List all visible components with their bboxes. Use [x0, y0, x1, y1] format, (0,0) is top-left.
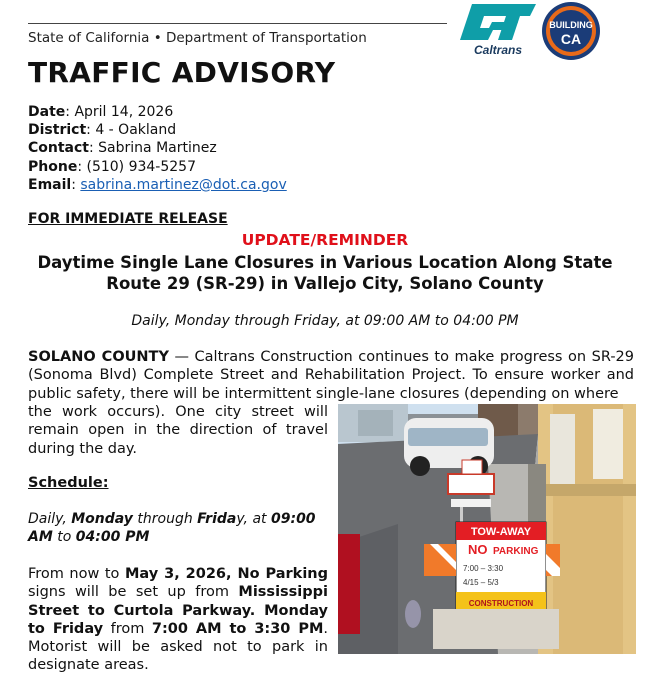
notice-t4: Mississippi Street to Curtola Parkway. Monday to Friday — [28, 584, 328, 637]
sign-parking: PARKING — [493, 546, 539, 557]
district-value: 4 - Oakland — [95, 122, 177, 139]
daily-schedule-line: Daily, Monday through Friday, at 09:00 AM to 04:00 PM — [131, 313, 519, 329]
street-photo — [338, 404, 636, 654]
email-row: Email: sabrina.martinez@dot.ca.gov — [28, 176, 287, 193]
body-paragraph-cont: the work occurs). One city street will remain open in the direction of travel during the day. — [28, 404, 328, 457]
sign-date: 4/15 – 5/3 — [463, 578, 499, 587]
schedule-heading: Schedule: — [28, 475, 109, 491]
notice-t7: . Motorist will be asked not to park in designate areas. — [28, 620, 328, 674]
sched-t4: Frida — [197, 511, 237, 527]
sched-t6: 09:00 AM — [28, 511, 316, 546]
building-text: BUILDING — [549, 20, 593, 30]
sched-t7: to — [52, 529, 76, 546]
release-label: FOR IMMEDIATE RELEASE — [28, 211, 228, 227]
sched-t3: through — [132, 511, 198, 527]
sign-no: NO — [468, 542, 488, 557]
contact-block — [28, 103, 287, 194]
date-label: Date — [28, 104, 66, 120]
sign-construction: CONSTRUCTION — [468, 599, 534, 608]
phone-value: (510) 934-5257 — [86, 158, 196, 175]
sched-t2: Monday — [71, 511, 133, 527]
contact-row: Contact: Sabrina Martinez — [28, 140, 217, 157]
notice-t1: From now to — [28, 566, 125, 582]
notice-t3: signs will be set up from — [28, 584, 239, 601]
update-reminder: UPDATE/REMINDER — [241, 231, 409, 249]
department-line: State of California • Department of Transportation — [28, 30, 367, 46]
date-row: Date: April 14, 2026 — [28, 104, 174, 120]
sched-t8: 04:00 PM — [75, 529, 150, 546]
no-parking-notice — [28, 565, 328, 675]
caltrans-wordmark: Caltrans — [473, 43, 523, 57]
district-row: District: 4 - Oakland — [28, 122, 177, 139]
email-label: Email — [28, 176, 72, 193]
phone-label: Phone — [28, 158, 78, 175]
sched-t5: y, at — [236, 511, 271, 527]
district-label: District — [28, 122, 87, 139]
building-ca-logo — [538, 0, 604, 62]
notice-t2: May 3, 2026, No Parking — [124, 566, 328, 582]
page-title: TRAFFIC ADVISORY — [28, 56, 336, 89]
phone-row: Phone: (510) 934-5257 — [28, 158, 196, 175]
email-link[interactable]: sabrina.martinez@dot.ca.gov — [80, 176, 287, 193]
schedule-text — [28, 510, 328, 547]
body-paragraph — [28, 348, 634, 403]
date-value: April 14, 2026 — [74, 104, 174, 120]
header-rule — [28, 23, 447, 24]
county-name: SOLANO COUNTY — [28, 349, 169, 365]
sign-time: 7:00 – 3:30 — [463, 564, 504, 573]
headline: Daytime Single Lane Closures in Various Location Along State Route 29 (SR-29) in Vallejo City, Solano County — [37, 253, 613, 293]
body-text-full: — Caltrans Construction continues to make progress on SR-29 (Sonoma Blvd) Complete Street and Rehabilitation Project. To ensure worker and public safety, there will be intermittent single-lane closures (depending on where — [28, 349, 634, 402]
contact-label: Contact — [28, 140, 89, 157]
sched-t1: Daily, — [28, 511, 72, 527]
caltrans-logo — [458, 0, 538, 60]
ca-text: CA — [560, 31, 582, 47]
notice-t5: from — [103, 620, 152, 637]
contact-value: Sabrina Martinez — [98, 140, 217, 157]
notice-t6: 7:00 AM to 3:30 PM — [151, 620, 324, 637]
sign-tow-away: TOW-AWAY — [470, 526, 532, 538]
